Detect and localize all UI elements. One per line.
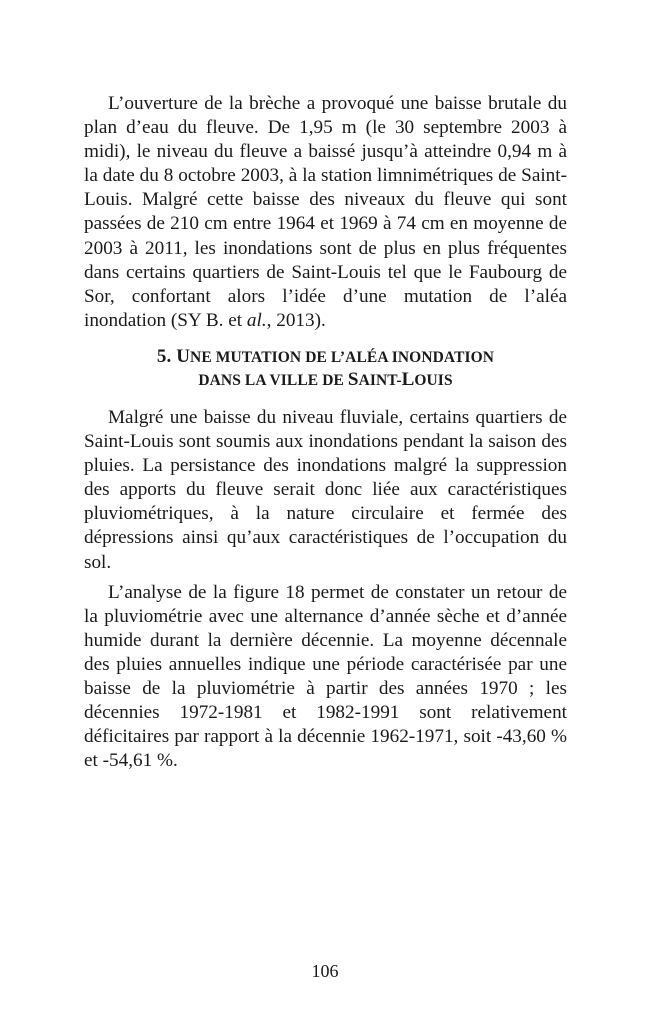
section-heading [84, 346, 567, 392]
page-body [84, 92, 567, 773]
citation-italic: al. [246, 309, 267, 331]
paragraph-breche-text: L’ouverture de la brèche a provoqué une baisse brutale du plan d’eau du fleuve. De 1,95 m (le 30 septembre 2003 à midi), le niveau du fleuve a baissé jusqu’à atteindre 0,94 m à la date du 8 octobre 2003, à la station limnimétriques de Saint-Louis. Malgré cette baisse des niveaux du fleuve qui sont passées de 210 cm entre 1964 et 1969 à 74 cm en moyenne de 2003 à 2011, les inondations sont de plus en plus fréquentes dans certains quartiers de Saint-Louis tel que le Faubourg de Sor, confortant alors l’idée d’une mutation de l’aléa inondation (SY B. et [84, 93, 567, 331]
section-heading-line-2: DANS LA VILLE DE SAINT-LOUIS [198, 368, 453, 390]
section-heading-line-1: 5. UNE MUTATION DE L’ALÉA INONDATION [156, 345, 495, 367]
paragraph-figure-18: L’analyse de la figure 18 permet de constater un retour de la pluviométrie avec une alternance d’année sèche et d’année humide durant la dernière décennie. La moyenne décennale des pluies annuelles indique une période caractérisée par une baisse de la pluviométrie à partir des années 1970 ; les décennies 1972-1981 et 1982-1991 sont relativement déficitaires par rapport à la décennie 1962-1971, soit -43,60 % et -54,61 %. [84, 581, 567, 772]
section-number: 5. [156, 345, 177, 367]
page-number: 106 [311, 961, 339, 981]
paragraph-niveau-fluvial: Malgré une baisse du niveau fluviale, certains quartiers de Saint-Louis sont soumis aux inondations pendant la saison des pluies. La persistance des inondations malgré la suppression des apports du fleuve serait donc liée aux caractéristiques pluviométriques, à la nature circulaire et fermée des dépressions ainsi qu’aux caractéristiques de l’occupation du sol. [84, 406, 567, 573]
citation-end: , 2013). [266, 309, 326, 331]
paragraph-breche [84, 92, 567, 333]
